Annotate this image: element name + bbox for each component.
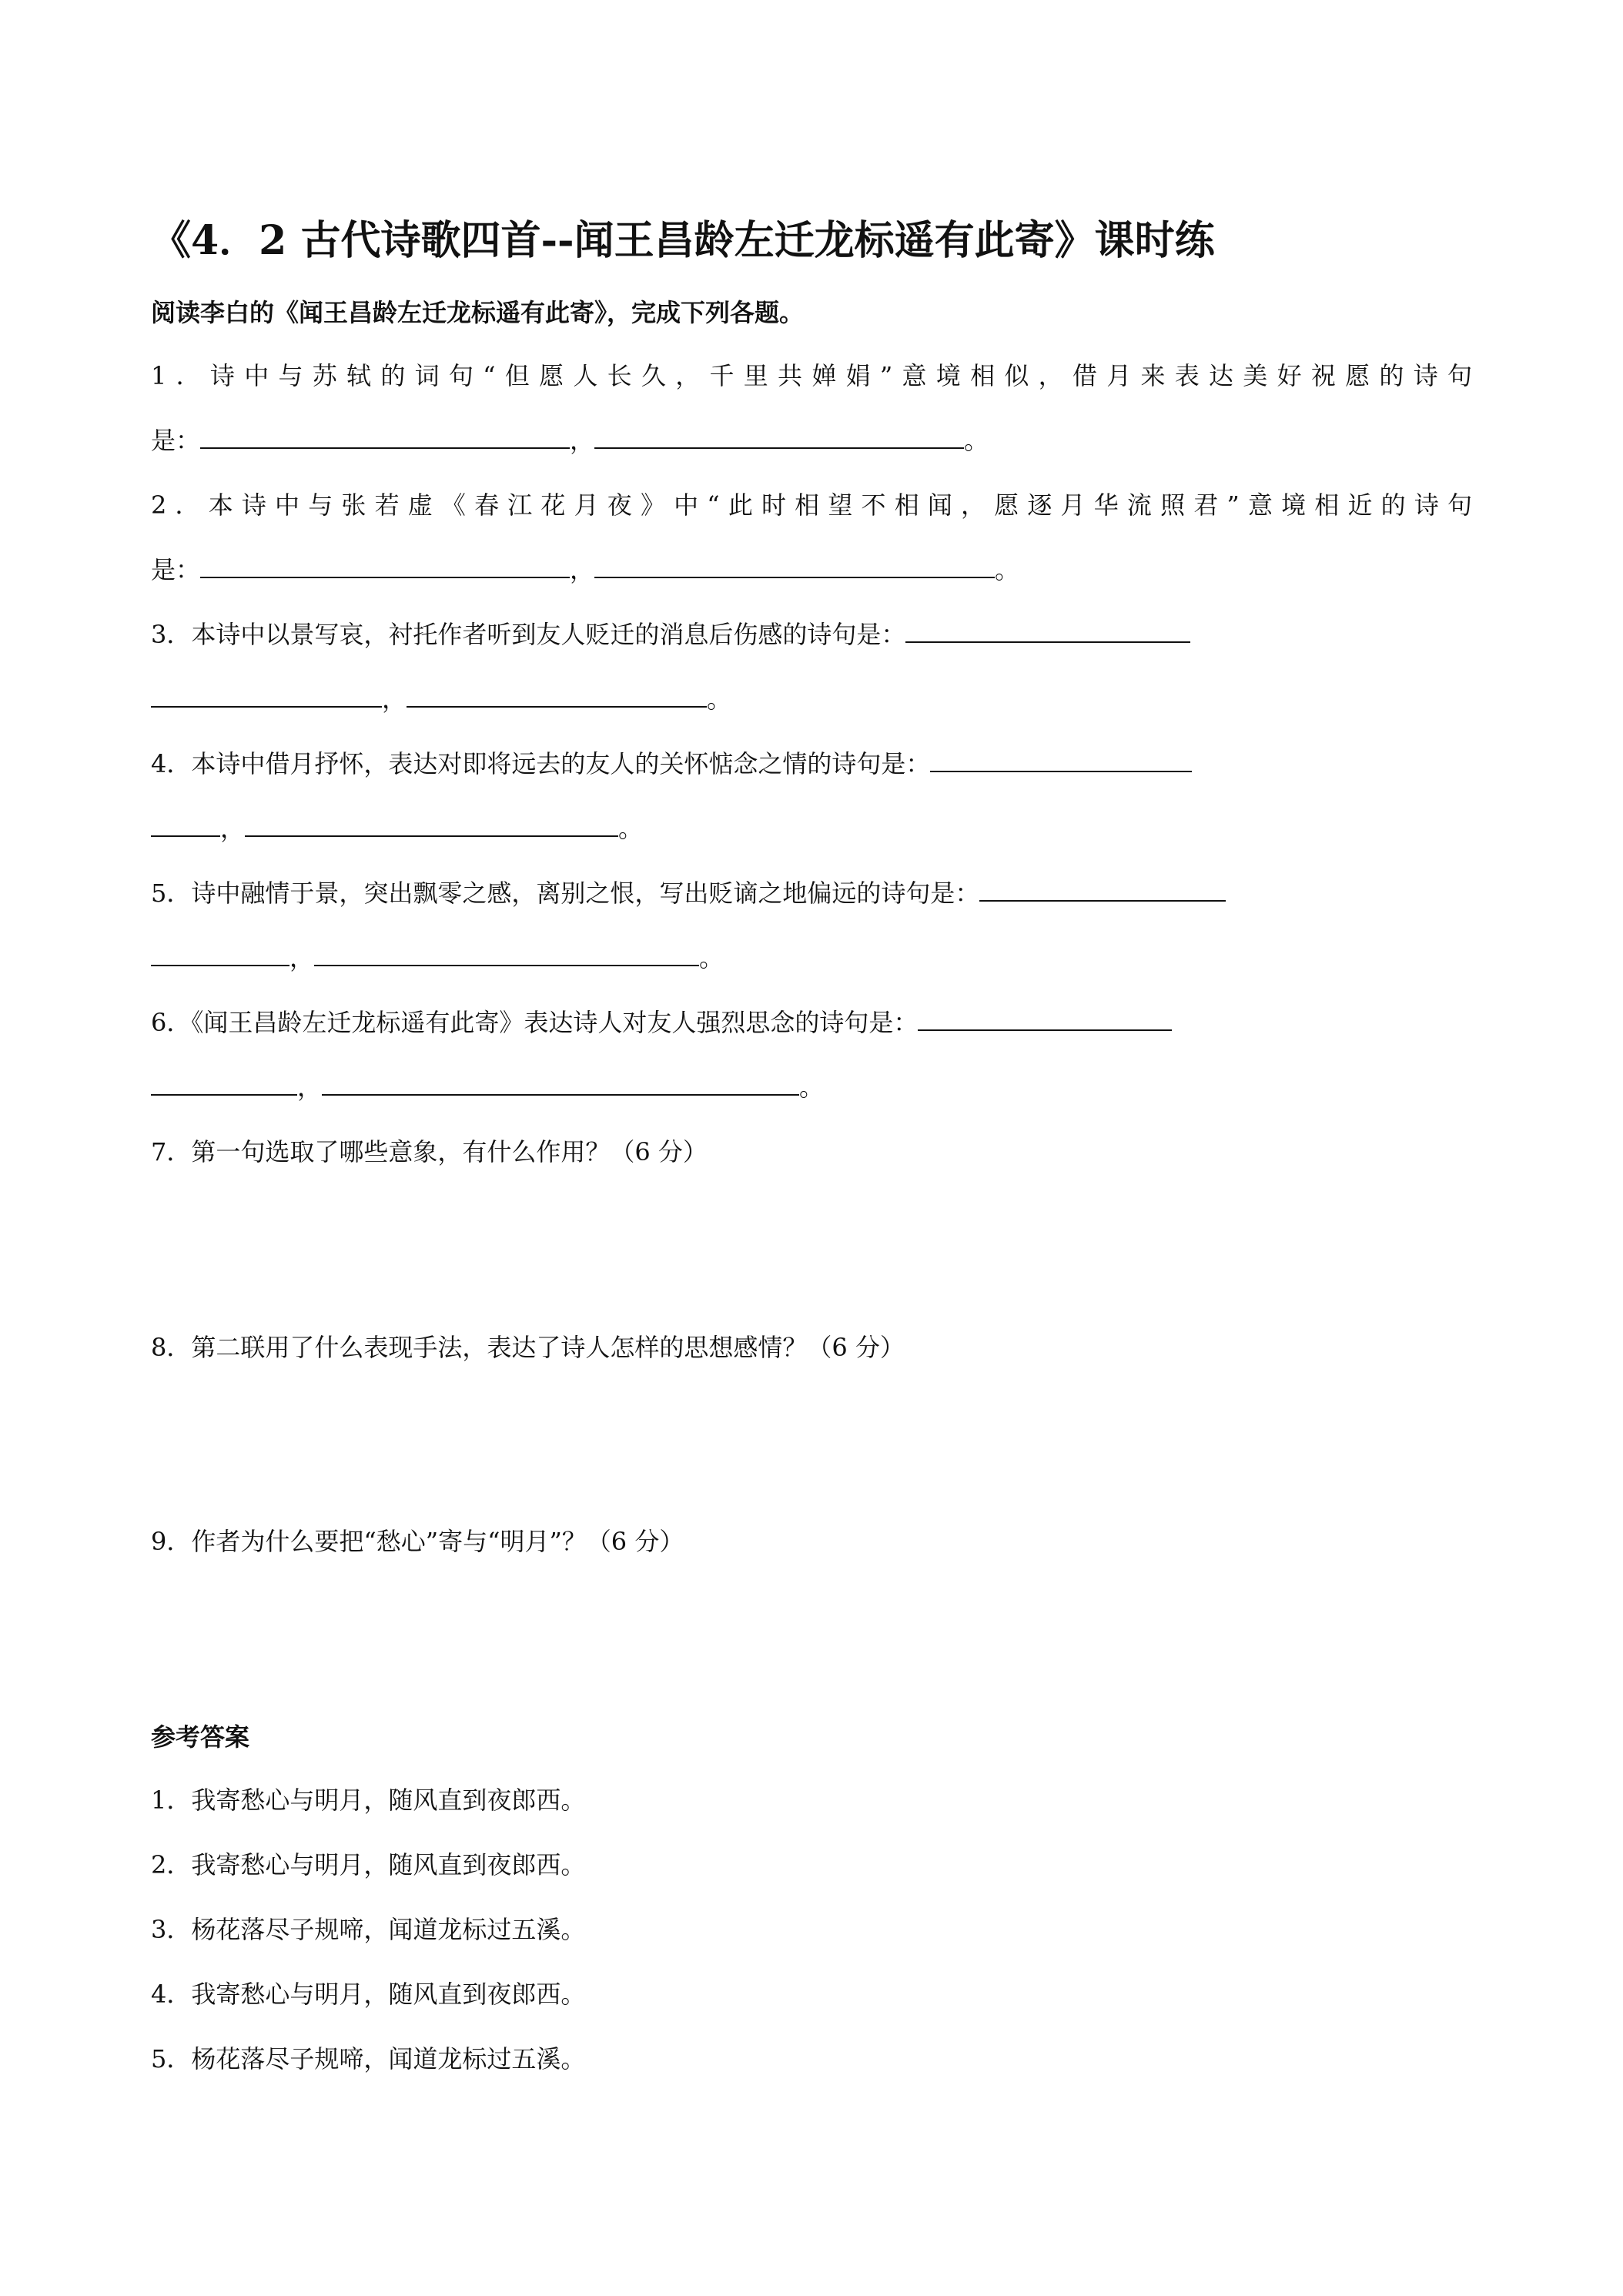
- instruction: 阅读李白的《闻王昌龄左迁龙标遥有此寄》，完成下列各题。: [151, 298, 805, 327]
- answer-blank[interactable]: [918, 1006, 1172, 1031]
- answer-item: 4．我寄愁心与明月，随风直到夜郎西。: [151, 1980, 586, 2009]
- question-1-answer-line: [151, 423, 989, 457]
- answer-blank[interactable]: [151, 1071, 297, 1096]
- question-4-text: [151, 747, 1192, 781]
- question-4-answer-line: [151, 812, 643, 845]
- answer-prefix: 是：: [151, 555, 201, 584]
- answer-blank[interactable]: [594, 424, 964, 449]
- comma: ，: [382, 684, 407, 714]
- comma: ，: [570, 426, 595, 455]
- question-6-answer-line: [151, 1070, 824, 1104]
- comma: ，: [289, 943, 315, 972]
- question-1-text: 1．诗中与苏轼的词句“但愿人长久，千里共婵娟”意境相似，借月来表达美好祝愿的诗句: [151, 361, 1474, 390]
- comma: ，: [570, 555, 595, 584]
- answer-item: 2．我寄愁心与明月，随风直到夜郎西。: [151, 1850, 586, 1879]
- answer-blank[interactable]: [151, 683, 382, 708]
- question-2-answer-line: [151, 553, 1019, 587]
- question-5-label: 5．诗中融情于景，突出飘零之感，离别之恨，写出贬谪之地偏远的诗句是：: [151, 879, 980, 908]
- question-6-label: 6．《闻王昌龄左迁龙标遥有此寄》表达诗人对友人强烈思念的诗句是：: [151, 1008, 919, 1037]
- answer-blank[interactable]: [200, 424, 570, 449]
- answer-blank[interactable]: [594, 554, 995, 578]
- answer-blank[interactable]: [979, 877, 1226, 902]
- question-7-text: 7．第一句选取了哪些意象，有什么作用？（6 分）: [151, 1137, 708, 1166]
- period: 。: [699, 943, 724, 972]
- question-8-text: 8．第二联用了什么表现手法，表达了诗人怎样的思想感情？（6 分）: [151, 1333, 905, 1362]
- answer-blank[interactable]: [407, 683, 707, 708]
- question-6-text: [151, 1006, 1172, 1039]
- answer-blank[interactable]: [314, 942, 699, 966]
- answer-item: 1．我寄愁心与明月，随风直到夜郎西。: [151, 1786, 586, 1815]
- answer-blank[interactable]: [245, 812, 618, 837]
- answer-blank[interactable]: [905, 618, 1190, 643]
- comma: ，: [297, 1073, 323, 1102]
- period: 。: [799, 1073, 825, 1102]
- question-3-label: 3．本诗中以景写哀，衬托作者听到友人贬迁的消息后伤感的诗句是：: [151, 620, 906, 649]
- answer-blank[interactable]: [930, 748, 1192, 772]
- question-3-text: [151, 618, 1190, 651]
- answer-blank[interactable]: [322, 1071, 799, 1096]
- answer-blank[interactable]: [151, 812, 220, 837]
- question-2-text: 2．本诗中与张若虚《春江花月夜》中“此时相望不相闻，愿逐月华流照君”意境相近的诗句: [151, 490, 1474, 520]
- question-3-answer-line: [151, 682, 731, 716]
- question-4-label: 4．本诗中借月抒怀，表达对即将远去的友人的关怀惦念之情的诗句是：: [151, 749, 931, 778]
- question-9-text: 9．作者为什么要把“愁心”寄与“明月”？（6 分）: [151, 1527, 684, 1556]
- answer-blank[interactable]: [200, 554, 570, 578]
- page-title: 《4．2 古代诗歌四首--闻王昌龄左迁龙标遥有此寄》课时练: [151, 217, 1215, 264]
- period: 。: [995, 555, 1020, 584]
- answer-item: 5．杨花落尽子规啼，闻道龙标过五溪。: [151, 2044, 586, 2073]
- period: 。: [707, 684, 732, 714]
- answers-heading: 参考答案: [151, 1722, 250, 1752]
- comma: ，: [220, 814, 246, 843]
- period: 。: [964, 426, 989, 455]
- question-5-text: [151, 876, 1226, 910]
- answer-prefix: 是：: [151, 426, 201, 455]
- answer-item: 3．杨花落尽子规啼，闻道龙标过五溪。: [151, 1915, 586, 1944]
- period: 。: [618, 814, 644, 843]
- question-5-answer-line: [151, 941, 724, 975]
- answer-blank[interactable]: [151, 942, 289, 966]
